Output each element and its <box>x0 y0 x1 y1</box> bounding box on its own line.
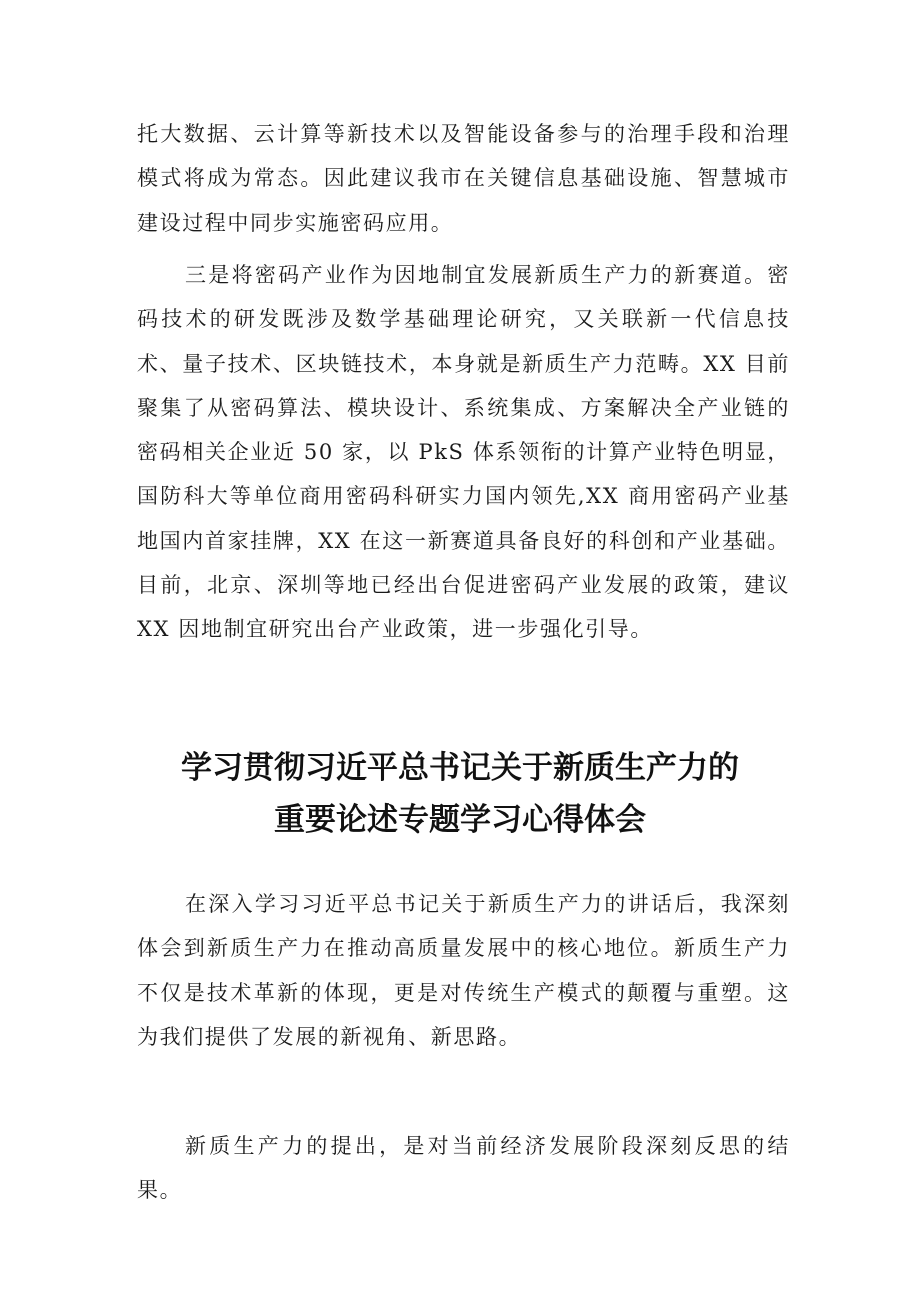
paragraph-crypto-industry: 三是将密码产业作为因地制宜发展新质生产力的新赛道。密码技术的研发既涉及数学基础理论研究，又关联新一代信息技术、量子技术、区块链技术，本身就是新质生产力范畴。XX 目前聚集了从密码算法、模块设计、系统集成、方案解决全产业链的密码相关企业近 50 家，以 PkS 体系领衔的计算产业特色明显，国防科大等单位商用密码科研实力国内领先,XX 商用密码产业基地国内首家挂牌，XX 在这一新赛道具备良好的科创和产业基础。目前，北京、深圳等地已经出台促进密码产业发展的政策，建议 XX 因地制宜研究出台产业政策，进一步强化引导。 <box>137 263 790 642</box>
paragraph-reflection: 新质生产力的提出，是对当前经济发展阶段深刻反思的结果。 <box>137 1134 790 1203</box>
paragraph-continued: 托大数据、云计算等新技术以及智能设备参与的治理手段和治理模式将成为常态。因此建议我市在关键信息基础设施、智慧城市建设过程中同步实施密码应用。 <box>137 122 790 235</box>
paragraph-intro: 在深入学习习近平总书记关于新质生产力的讲话后，我深刻体会到新质生产力在推动高质量发展中的核心地位。新质生产力不仅是技术革新的体现，更是对传统生产模式的颠覆与重塑。这为我们提供了发展的新视角、新思路。 <box>137 892 790 1049</box>
article-title-line-1: 学习贯彻习近平总书记关于新质生产力的 <box>181 750 739 786</box>
article-title-line-2: 重要论述专题学习心得体会 <box>274 802 646 838</box>
